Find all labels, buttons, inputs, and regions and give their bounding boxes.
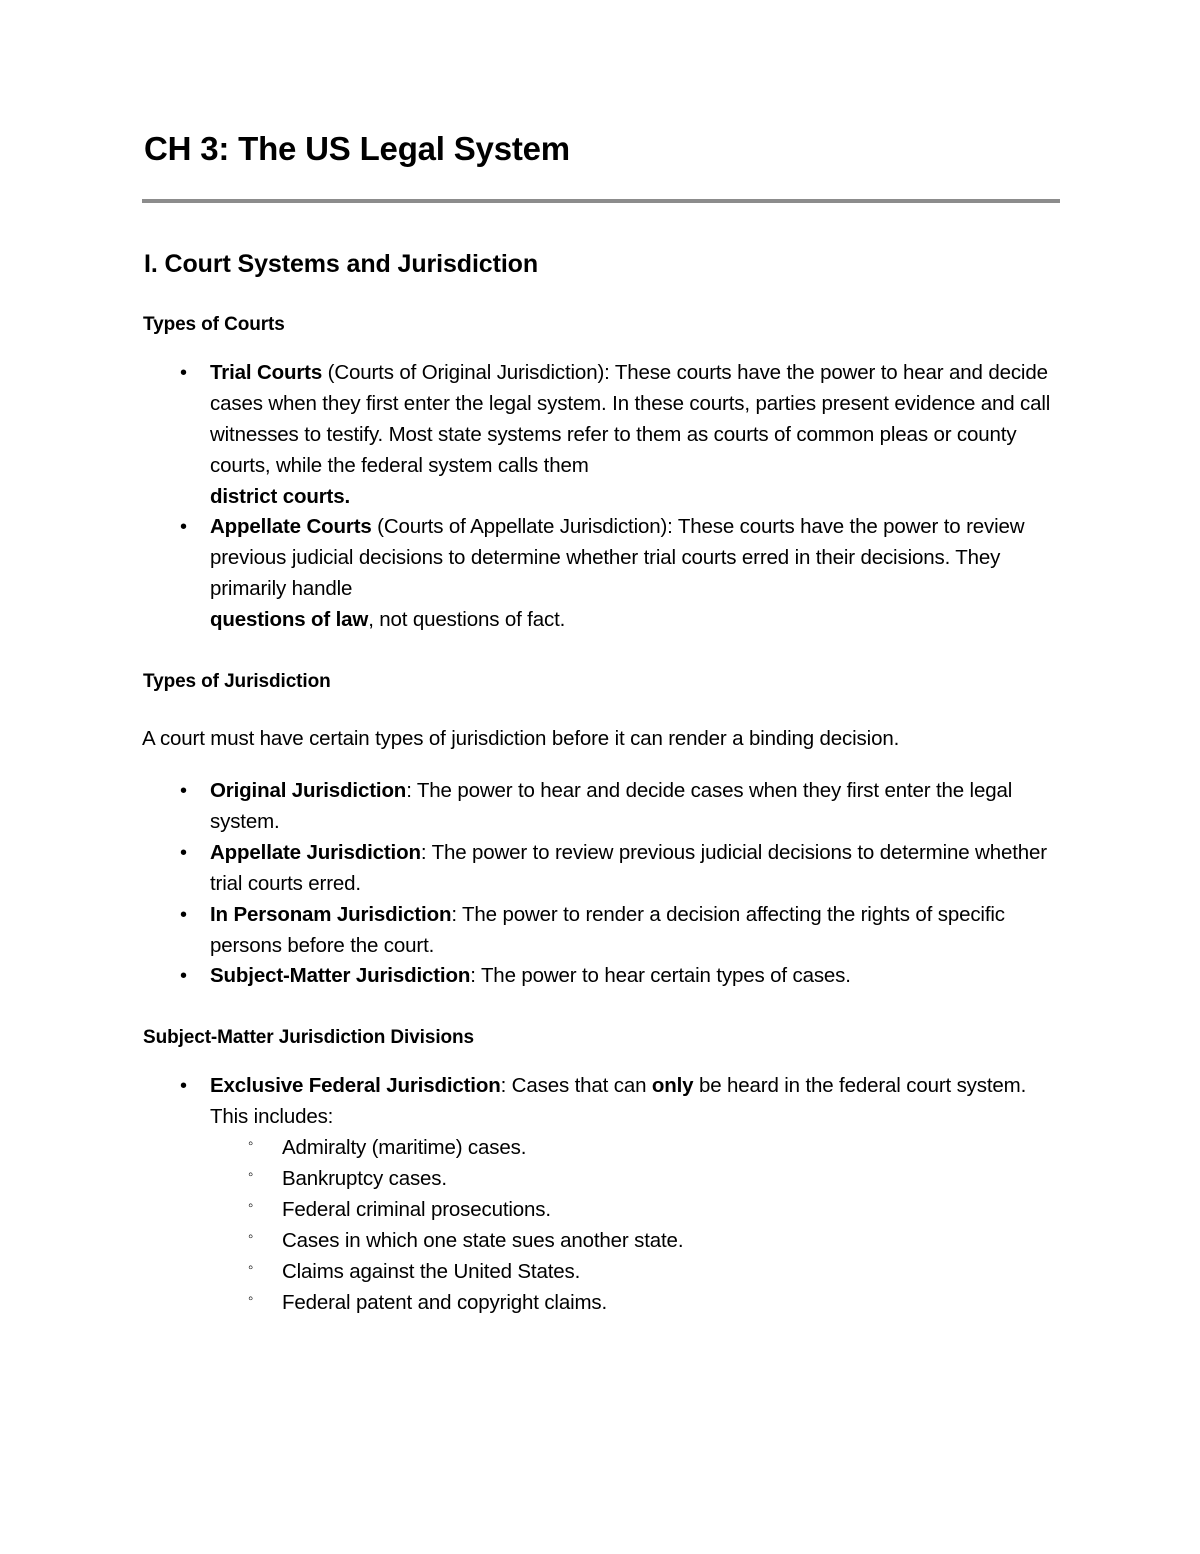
sub-list-item: [210, 1133, 1060, 1164]
circle-bullet-icon: ◦: [248, 1227, 254, 1245]
jurisdiction-intro-paragraph: A court must have certain types of jurisdiction before it can render a binding decision.: [142, 727, 900, 751]
list-item-emphasis: questions of law: [210, 608, 369, 632]
subsection-heading-subject-matter-divisions: Subject-Matter Jurisdiction Divisions: [143, 1027, 474, 1049]
list-item-body-pre: : Cases that can: [500, 1074, 652, 1098]
sub-list-item-label: Admiralty (maritime) cases.: [282, 1136, 527, 1160]
circle-bullet-icon: ◦: [248, 1166, 254, 1184]
sub-list-item-label: Bankruptcy cases.: [282, 1167, 447, 1191]
bullet-icon: •: [180, 361, 187, 384]
list-item-body: : The power to render a decision affecting the rights of specific persons before the court.: [210, 902, 1005, 957]
sub-list-item: [210, 1257, 1060, 1288]
list-item-lead: Appellate Jurisdiction: [210, 840, 421, 864]
sub-list-item: [210, 1195, 1060, 1226]
circle-bullet-icon: ◦: [248, 1289, 254, 1307]
list-item-body: : The power to review previous judicial decisions to determine whether trial courts erred.: [210, 840, 1047, 895]
sub-list-item-label: Federal criminal prosecutions.: [282, 1198, 551, 1221]
sub-list-item-label: Federal patent and copyright claims.: [282, 1290, 608, 1314]
page-title: CH 3: The US Legal System: [144, 130, 570, 167]
title-divider: [142, 199, 1060, 203]
list-item-emphasis: district courts.: [210, 484, 350, 508]
circle-bullet-icon: ◦: [248, 1135, 254, 1153]
bullet-icon: •: [180, 516, 187, 539]
list-item: [142, 1071, 1060, 1319]
bullet-icon: •: [180, 841, 187, 864]
list-item-lead: Appellate Courts: [210, 515, 372, 539]
list-item-body: : The power to hear and decide cases when they first enter the legal system.: [210, 778, 1013, 833]
subsection-heading-types-of-jurisdiction: Types of Jurisdiction: [143, 671, 331, 693]
list-item-emphasis: only: [651, 1074, 694, 1098]
subject-matter-divisions-list: [142, 1071, 1060, 1319]
bullet-icon: •: [180, 1075, 187, 1098]
sub-list-item: [210, 1164, 1060, 1195]
section-heading-court-systems: I. Court Systems and Jurisdiction: [144, 249, 539, 278]
list-item-lead: In Personam Jurisdiction: [210, 902, 452, 926]
sub-list-item: [210, 1288, 1060, 1319]
list-item: [142, 776, 1060, 838]
circle-bullet-icon: ◦: [248, 1197, 254, 1214]
sub-list-item: [210, 1226, 1060, 1257]
list-item: [142, 358, 1060, 513]
types-of-jurisdiction-list: [142, 776, 1060, 993]
types-of-courts-list: [142, 358, 1060, 637]
exclusive-federal-sublist: [210, 1133, 1060, 1319]
list-item-lead: Trial Courts: [210, 360, 323, 384]
circle-bullet-icon: ◦: [248, 1258, 254, 1276]
list-item-lead: Original Jurisdiction: [210, 778, 407, 802]
list-item: [142, 961, 1060, 992]
list-item-lead: Exclusive Federal Jurisdiction: [210, 1074, 501, 1098]
list-item-body: : The power to hear certain types of cases.: [470, 964, 851, 988]
list-item-body: (Courts of Original Jurisdiction): These courts have the power to hear and decide cases when they first enter the legal system. In these courts, parties present evidence and call witnesses to testify. Most state systems refer to them as courts of common pleas or county courts, while the federal system calls them: [210, 360, 1051, 477]
sub-list-item-label: Claims against the United States.: [282, 1259, 581, 1283]
list-item-tail: , not questions of fact.: [368, 608, 566, 632]
sub-list-item-label: Cases in which one state sues another state.: [282, 1228, 684, 1252]
bullet-icon: •: [180, 903, 187, 926]
list-item: [142, 900, 1060, 962]
bullet-icon: •: [180, 965, 187, 988]
list-item-body: (Courts of Appellate Jurisdiction): These courts have the power to review previous judicial decisions to determine whether trial courts erred in their decisions. They primarily handle: [210, 515, 1025, 601]
list-item-body-post: be heard in the federal court system. This includes:: [210, 1074, 1027, 1129]
list-item-lead: Subject-Matter Jurisdiction: [210, 964, 471, 988]
bullet-icon: •: [180, 779, 187, 802]
list-item: [142, 512, 1060, 636]
list-item: [142, 838, 1060, 900]
subsection-heading-types-of-courts: Types of Courts: [143, 313, 285, 335]
